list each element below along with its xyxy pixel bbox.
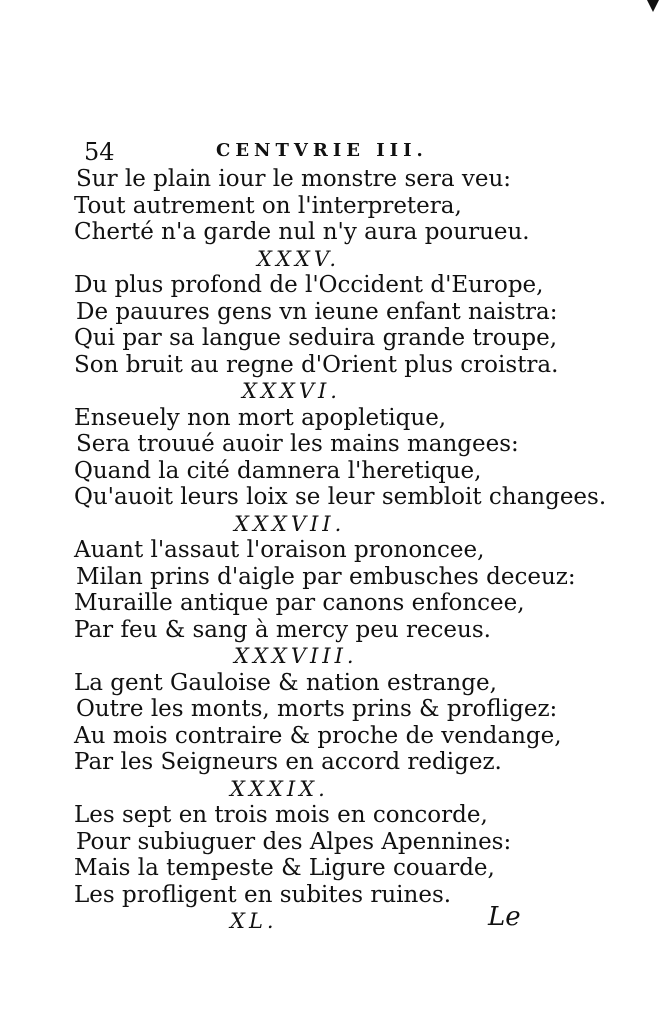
verse-line: Outre les monts, morts prins & profligez: <box>76 696 558 722</box>
running-title: CENTVRIE III. <box>216 140 428 161</box>
verse-line: La gent Gauloise & nation estrange, <box>74 669 497 696</box>
verse-line: Milan prins d'aigle par embusches deceuz: <box>76 563 576 590</box>
verse-line: Du plus profond de l'Occident d'Europe, <box>74 272 544 298</box>
verse-line: Auant l'assaut l'oraison prononcee, <box>74 537 485 563</box>
quatrain-number: XXXVIII. <box>234 644 358 668</box>
verse-line: Par feu & sang à mercy peu receus. <box>74 616 491 643</box>
quatrain-number: XXXVII. <box>234 511 346 536</box>
verse-line: Mais la tempeste & Ligure couarde, <box>74 855 495 881</box>
verse-line: Qui par sa langue seduira grande troupe, <box>74 325 557 351</box>
running-head <box>84 138 444 168</box>
quatrain-number: XXXVI. <box>242 379 341 403</box>
verse-line: Les profligent en subites ruines. <box>74 881 452 908</box>
verse-line: Les sept en trois mois en concorde, <box>74 802 488 828</box>
verse-line: Cherté n'a garde nul n'y aura pourueu. <box>74 219 530 245</box>
quatrain-number: XXXIX. <box>230 776 329 801</box>
verse-line: Pour subiuguer des Alpes Apennines: <box>76 828 512 855</box>
verse-line: Son bruit au regne d'Orient plus croistra. <box>74 351 559 378</box>
page-number: 54 <box>84 138 115 166</box>
catchword: Le <box>488 902 521 932</box>
verse-line: Muraille antique par canons enfoncee, <box>74 590 525 616</box>
verse-line: Sera trouué auoir les mains mangees: <box>76 431 519 457</box>
quatrain-text-block <box>72 166 607 935</box>
quatrain-number: XXXV. <box>257 246 341 271</box>
quatrain-number: XL. <box>230 909 278 933</box>
verse-line: Quand la cité damnera l'heretique, <box>74 457 482 484</box>
verse-line: Tout autrement on l'interpretera, <box>74 192 462 219</box>
page-corner-mark <box>647 0 659 12</box>
verse-line: De pauures gens vn ieune enfant naistra: <box>76 298 558 325</box>
verse-line: Sur le plain iour le monstre sera veu: <box>76 166 512 192</box>
verse-line: Au mois contraire & proche de vendange, <box>74 722 562 749</box>
verse-line: Enseuely non mort apopletique, <box>74 404 447 431</box>
verse-line: Qu'auoit leurs loix se leur sembloit changees. <box>74 484 607 510</box>
verse-line: Par les Seigneurs en accord redigez. <box>74 749 502 775</box>
